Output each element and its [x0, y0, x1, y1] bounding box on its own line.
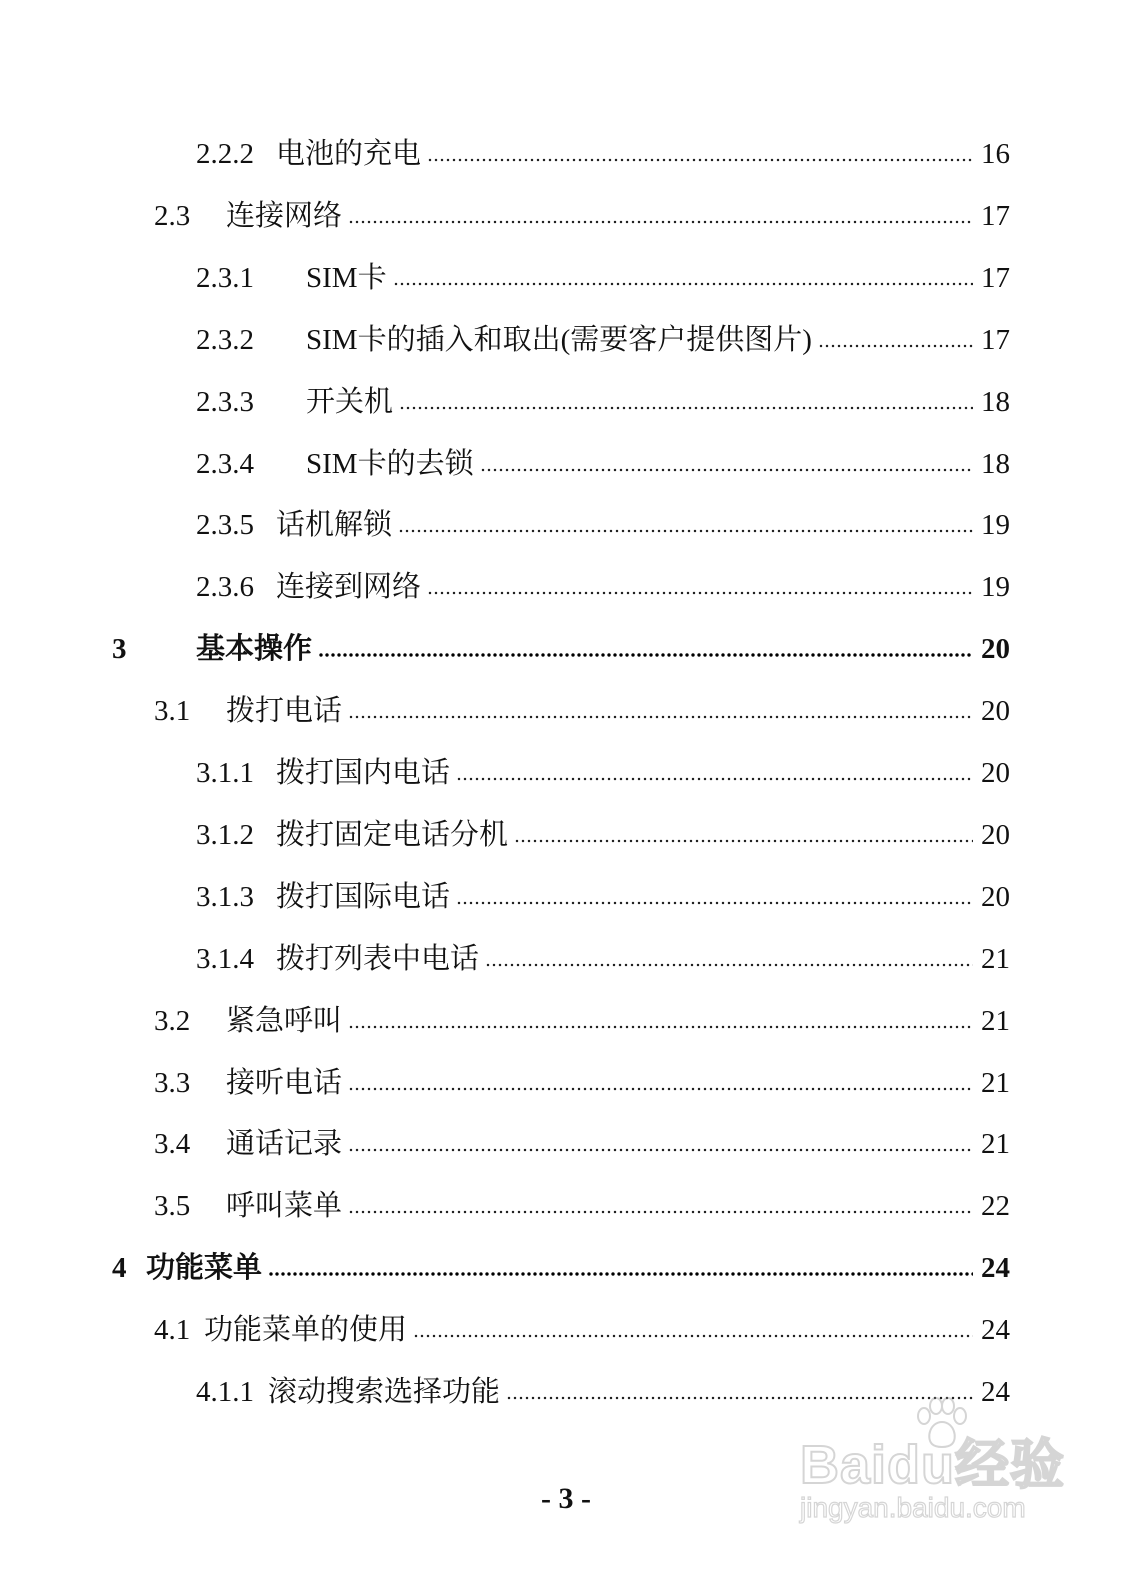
- toc-leader-dots: [818, 343, 973, 349]
- toc-entry-title: 拨打列表中电话: [276, 942, 480, 975]
- baidu-watermark: [800, 1400, 1080, 1540]
- toc-entry-title: 拨打国际电话: [276, 880, 451, 913]
- toc-entry-number: 2.3.5: [196, 509, 254, 542]
- toc-entry-title: 滚动搜索选择功能: [268, 1376, 501, 1408]
- toc-leader-dots: [348, 714, 973, 720]
- toc-entry-number: 4.1.1: [196, 1376, 254, 1408]
- toc-entry-number: 2.3: [154, 199, 191, 232]
- toc-entry[interactable]: [0, 1122, 1010, 1162]
- toc-entry[interactable]: [0, 1246, 1010, 1286]
- toc-entry-page: 21: [981, 1128, 1010, 1161]
- toc-entry-number: 3: [112, 633, 127, 666]
- toc-entry-title: 电池的充电: [276, 138, 422, 170]
- toc-entry-number: 2.2.2: [196, 138, 254, 170]
- toc-leader-dots: [514, 838, 973, 844]
- toc-entry-page: 17: [981, 199, 1010, 232]
- toc-entry-title: 拨打电话: [226, 695, 343, 728]
- toc-entry-title: SIM卡的插入和取出(需要客户提供图片): [306, 323, 812, 356]
- toc-entry-page: 22: [981, 1190, 1010, 1223]
- toc-leader-dots: [348, 1209, 973, 1215]
- toc-entry[interactable]: [0, 937, 1010, 977]
- toc-entry[interactable]: [0, 751, 1010, 791]
- toc-entry-title: 紧急呼叫: [226, 1004, 343, 1037]
- toc-entry-page: 18: [981, 447, 1010, 480]
- toc-entry-title: 连接到网络: [276, 571, 422, 604]
- toc-entry[interactable]: [0, 1061, 1010, 1101]
- toc-entry-number: 3.4: [154, 1128, 191, 1161]
- toc-entry-page: 20: [981, 695, 1010, 728]
- toc-leader-dots: [398, 528, 973, 534]
- toc-entry[interactable]: [0, 813, 1010, 853]
- toc-entry-page: 16: [981, 138, 1010, 170]
- toc-entry-page: 21: [981, 942, 1010, 975]
- toc-leader-dots: [456, 776, 973, 782]
- toc-entry-title: 拨打固定电话分机: [276, 818, 509, 851]
- toc-entry-number: 3.1.4: [196, 942, 254, 975]
- toc-leader-dots: [427, 157, 973, 163]
- toc-entry-page: 20: [981, 880, 1010, 913]
- toc-entry-page: 24: [981, 1252, 1010, 1285]
- toc-entry[interactable]: [0, 256, 1010, 296]
- toc-leader-dots: [348, 1024, 973, 1030]
- toc-entry-number: 3.5: [154, 1190, 191, 1223]
- toc-entry-number: 3.1.3: [196, 880, 254, 913]
- toc-entry-title: 呼叫菜单: [226, 1190, 343, 1223]
- toc-entry-number: 4: [112, 1252, 127, 1285]
- toc-entry-page: 17: [981, 261, 1010, 294]
- toc-entry[interactable]: [0, 565, 1010, 605]
- toc-entry-title: 接听电话: [226, 1066, 343, 1099]
- toc-entry-number: 3.1: [154, 695, 191, 728]
- toc-entry-page: 24: [981, 1376, 1010, 1408]
- toc-entry[interactable]: [0, 442, 1010, 482]
- toc-entry-number: 3.3: [154, 1066, 191, 1099]
- toc-entry[interactable]: [0, 1184, 1010, 1224]
- toc-entry-title: 基本操作: [196, 633, 313, 666]
- toc-entry-title: 功能菜单: [146, 1252, 263, 1285]
- toc-entry[interactable]: [0, 627, 1010, 667]
- toc-entry-page: 20: [981, 818, 1010, 851]
- toc-entry-title: 拨打国内电话: [276, 757, 451, 789]
- toc-leader-dots: [348, 1086, 973, 1092]
- toc-leader-dots: [318, 652, 973, 658]
- toc-leader-dots: [399, 405, 973, 411]
- toc-entry-title: 通话记录: [226, 1128, 343, 1161]
- toc-entry-page: 21: [981, 1004, 1010, 1037]
- page-number-footer: - 3 -: [541, 1482, 591, 1515]
- toc-entry-page: 20: [981, 633, 1010, 666]
- toc-leader-dots: [427, 590, 973, 596]
- toc-entry[interactable]: [0, 875, 1010, 915]
- toc-entry-number: 2.3.3: [196, 385, 254, 418]
- toc-entry[interactable]: [0, 318, 1010, 358]
- toc-entry-number: 2.3.4: [196, 447, 254, 480]
- toc-entry-title: SIM卡: [306, 261, 387, 294]
- toc-entry-page: 21: [981, 1066, 1010, 1099]
- toc-leader-dots: [393, 281, 973, 287]
- toc-leader-dots: [413, 1333, 973, 1339]
- toc-entry-number: 3.1.1: [196, 757, 254, 789]
- toc-leader-dots: [456, 900, 973, 906]
- toc-entry-page: 18: [981, 385, 1010, 418]
- toc-entry-title: 开关机: [306, 385, 394, 418]
- toc-entry[interactable]: [0, 380, 1010, 420]
- toc-leader-dots: [348, 1147, 973, 1153]
- toc-entry-page: 19: [981, 571, 1010, 604]
- toc-entry-number: 2.3.2: [196, 323, 254, 356]
- toc-entry-number: 3.1.2: [196, 818, 254, 851]
- toc-entry-title: 话机解锁: [276, 509, 393, 542]
- toc-leader-dots: [485, 962, 973, 968]
- watermark-url: jingyan.baidu.com: [800, 1492, 1026, 1523]
- toc-entry[interactable]: [0, 194, 1010, 234]
- toc-entry-number: 2.3.6: [196, 571, 254, 604]
- toc-entry[interactable]: [0, 132, 1010, 172]
- toc-entry[interactable]: [0, 503, 1010, 543]
- toc-entry-number: 2.3.1: [196, 261, 254, 294]
- toc-leader-dots: [480, 467, 973, 473]
- toc-entry-page: 19: [981, 509, 1010, 542]
- toc-entry-title: SIM卡的去锁: [306, 447, 474, 480]
- toc-entry-number: 4.1: [154, 1314, 191, 1347]
- toc-leader-dots: [348, 219, 973, 225]
- toc-entry-page: 17: [981, 323, 1010, 356]
- watermark-brand: Baidu经验: [800, 1435, 1066, 1495]
- toc-entry[interactable]: [0, 999, 1010, 1039]
- toc-entry-title: 连接网络: [226, 199, 343, 232]
- toc-entry-page: 24: [981, 1314, 1010, 1347]
- toc-entry-page: 20: [981, 757, 1010, 789]
- toc-entry-number: 3.2: [154, 1004, 191, 1037]
- toc-entry-title: 功能菜单的使用: [204, 1314, 408, 1347]
- toc-entry[interactable]: [0, 689, 1010, 729]
- toc-leader-dots: [268, 1271, 973, 1277]
- toc-entry[interactable]: [0, 1308, 1010, 1348]
